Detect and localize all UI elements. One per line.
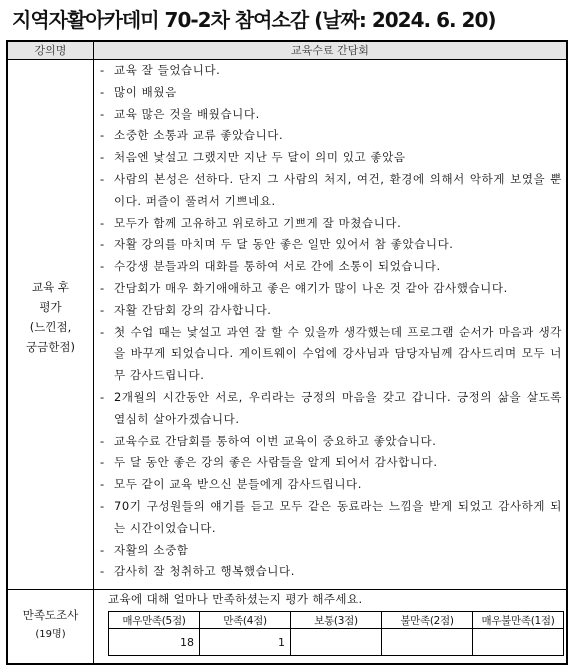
- satisfaction-label: [8, 605, 93, 645]
- comment-item: - 교육수료 간담회를 통하여 이번 교육이 중요하고 좋았습니다.: [100, 431, 562, 453]
- evaluation-label-line: 교육 후: [32, 280, 69, 294]
- col-satisfied: 만족(4점): [200, 612, 291, 629]
- value-very-dissatisfied: [473, 629, 564, 656]
- comment-item: - 첫 수업 때는 낯설고 과연 잘 할 수 있을까 생각했는데 프로그램 순서가 마음과 생각을 바꾸게 되었습니다. 게이트웨이 수업에 강사님과 담당자님께 감사드리며 모두 너무 감사드립니다.: [100, 322, 562, 387]
- satisfaction-title: 만족도조사: [22, 608, 79, 622]
- comment-list: [100, 60, 562, 583]
- value-satisfied: 1: [200, 629, 291, 656]
- col-neutral: 보통(3점): [291, 612, 382, 629]
- satisfaction-header-row: [109, 612, 564, 629]
- comment-item: - 많이 배웠음: [100, 82, 562, 104]
- comment-item: - 교육 많은 것을 배웠습니다.: [100, 104, 562, 126]
- value-dissatisfied: [382, 629, 473, 656]
- comment-item: - 자활 간담회 강의 감사합니다.: [100, 300, 562, 322]
- comment-item: - 모두 같이 교육 받으신 분들에게 감사드립니다.: [100, 474, 562, 496]
- comment-item: - 사람의 본성은 선하다. 단지 그 사람의 처지, 여건, 환경에 의해서 악하게 보였을 뿐이다. 퍼즐이 풀려서 기쁘네요.: [100, 169, 562, 213]
- satisfaction-table: [108, 611, 564, 656]
- value-neutral: [291, 629, 382, 656]
- col-very-satisfied: 매우만족(5점): [109, 612, 200, 629]
- evaluation-label-line: (느낀점,: [29, 320, 72, 334]
- comment-item: - 자활의 소중함: [100, 540, 562, 562]
- page-title: 지역자활아카데미 70-2차 참여소감 (날짜: 2024. 6. 20): [12, 8, 496, 32]
- comment-item: - 간담회가 매우 화기애애하고 좋은 얘기가 많이 나온 것 같아 감사했습니다.: [100, 278, 562, 300]
- comment-item: - 처음엔 낯설고 그랬지만 지난 두 달이 의미 있고 좋았음: [100, 147, 562, 169]
- comment-item: - 수강생 분들과의 대화를 통하여 서로 간에 소통이 되었습니다.: [100, 256, 562, 278]
- evaluation-label: [8, 277, 93, 357]
- discussion-header: 교육수료 간담회: [94, 42, 566, 60]
- comment-item: - 모두가 함께 고유하고 위로하고 기쁘게 잘 마쳤습니다.: [100, 213, 562, 235]
- respondent-count: (19명): [35, 629, 66, 640]
- comment-item: - 소중한 소통과 교류 좋았습니다.: [100, 125, 562, 147]
- col-dissatisfied: 불만족(2점): [382, 612, 473, 629]
- comment-item: - 70기 구성원들의 얘기를 듣고 모두 같은 동료라는 느낌을 받게 되었고 감사하게 되는 시간이었습니다.: [100, 496, 562, 540]
- comment-item: - 교육 잘 들었습니다.: [100, 60, 562, 82]
- value-very-satisfied: 18: [109, 629, 200, 656]
- satisfaction-value-row: [109, 629, 564, 656]
- col-very-dissatisfied: 매우불만족(1점): [473, 612, 564, 629]
- comment-item: - 두 달 동안 좋은 강의 좋은 사람들을 알게 되어서 감사합니다.: [100, 452, 562, 474]
- comment-item: - 자활 강의를 마치며 두 달 동안 좋은 일만 있어서 참 좋았습니다.: [100, 234, 562, 256]
- evaluation-label-line: 평가: [39, 300, 62, 314]
- lecture-name-header: 강의명: [8, 42, 94, 60]
- evaluation-label-line: 궁금한점): [26, 340, 75, 354]
- comment-item: - 감사히 잘 청취하고 행복했습니다.: [100, 561, 562, 583]
- survey-form: [6, 40, 568, 665]
- comment-item: - 2개월의 시간동안 서로, 우리라는 긍정의 마음을 갖고 갑니다. 긍정의 삶을 살도록 열심히 살아가겠습니다.: [100, 387, 562, 431]
- column-divider: [93, 42, 94, 663]
- satisfaction-question: 교육에 대해 얼마나 만족하셨는지 평가 해주세요.: [108, 592, 363, 606]
